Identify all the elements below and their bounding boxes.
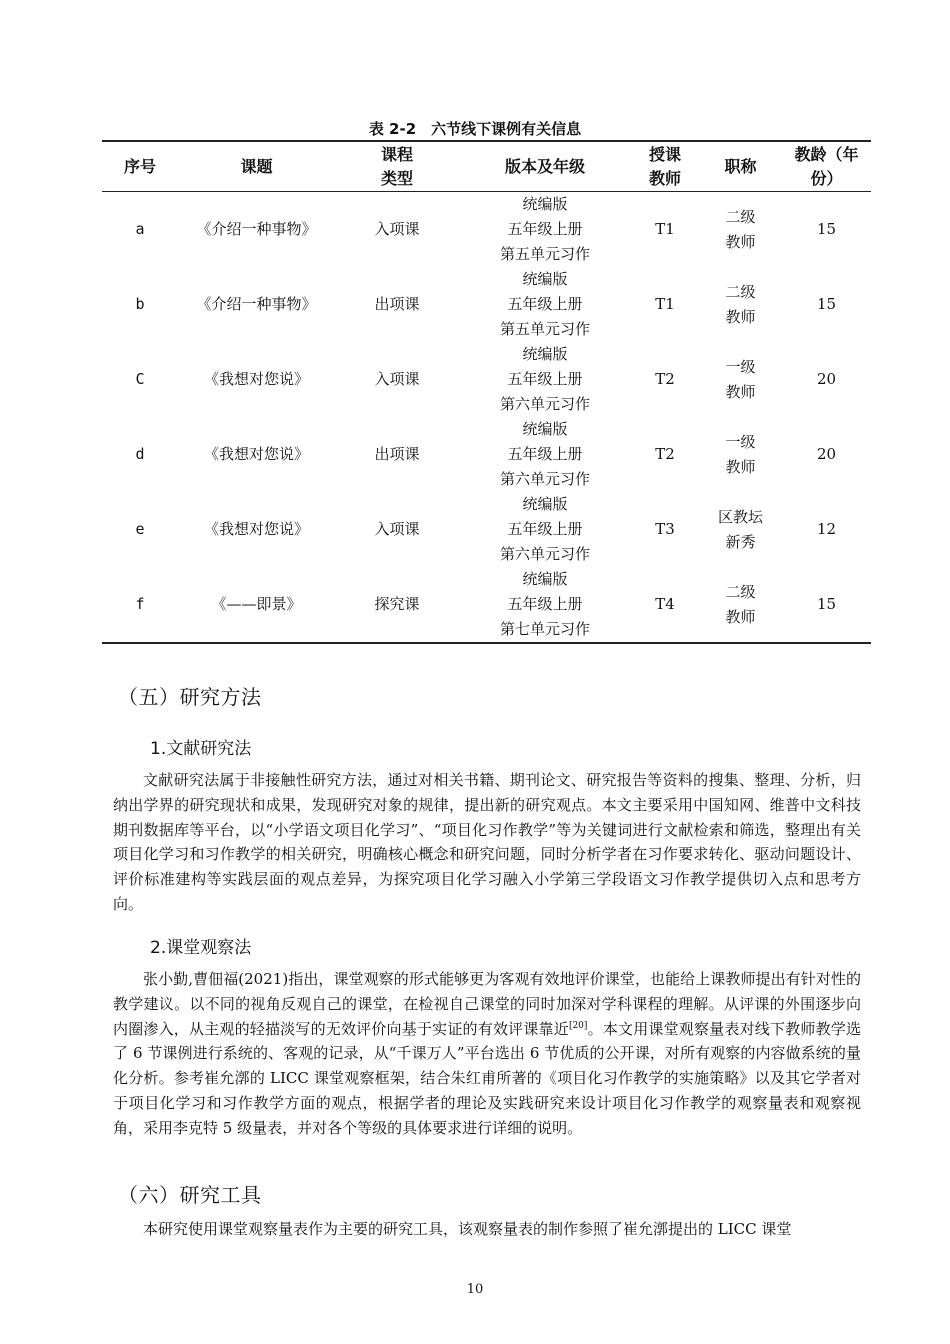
- cell-rank-line: 新秀: [725, 532, 756, 551]
- table-header-row: [102, 141, 871, 192]
- sub-heading-observation: 2.课堂观察法: [150, 938, 252, 958]
- cell-edition-line: 第六单元习作: [499, 545, 590, 563]
- page-number: 10: [466, 1282, 484, 1297]
- cell-years: 15: [816, 220, 837, 238]
- cell-type: 入项课: [374, 220, 420, 238]
- cell-years: 20: [816, 445, 837, 463]
- cell-title: 《——即景》: [211, 595, 302, 613]
- cell-type: 入项课: [374, 520, 420, 538]
- cell-edition-line: 统编版: [522, 345, 568, 363]
- cell-teacher: T3: [655, 520, 675, 538]
- paragraph-observation-part1: 张小勤,曹佃福(2021)指出，课堂观察的形式能够更为客观有效地评价课堂，也能给上课教师提出有针对性的教学建议。以不同的视角反观自己的课堂，在检视自己课堂的同时加深对学科课程的理解。从评课的外围逐步向内圈渗入，从主观的轻描淡写的无效评价向基于实证的有效评课靠近: [113, 970, 861, 1038]
- cell-rank-line: 二级: [725, 207, 756, 226]
- cell-title: 《介绍一种事物》: [196, 295, 317, 313]
- cell-type: 出项课: [374, 445, 420, 463]
- cell-id: b: [135, 295, 145, 313]
- paragraph-tools: 本研究使用课堂观察量表作为主要的研究工具，该观察量表的制作参照了崔允漷提出的 LICC 课堂: [143, 1220, 792, 1238]
- cell-years: 12: [816, 520, 837, 538]
- cell-rank-line: 教师: [725, 307, 756, 326]
- cell-rank: [699, 417, 782, 492]
- cell-edition: [459, 417, 631, 492]
- cell-edition-line: 五年级上册: [507, 370, 583, 388]
- cell-edition-line: 第七单元习作: [499, 620, 590, 638]
- table-row: [102, 342, 871, 417]
- section-heading-tools: （六）研究工具: [118, 1183, 262, 1207]
- cell-id: f: [135, 595, 145, 613]
- table-header-text: 授课: [648, 145, 681, 164]
- cell-edition-line: 第五单元习作: [499, 245, 590, 263]
- cell-title: 《我想对您说》: [203, 370, 309, 388]
- paragraph-observation-part2: 。本文用课堂观察量表对线下教师教学选了 6 节课例进行系统的、客观的记录，从“千课万人”平台选出 6 节优质的公开课，对所有观察的内容做系统的量化分析。参考崔允漷的 LICC 课堂观察框架，结合朱红甫所著的《项目化习作教学的实施策略》以及其它学者对于项目化学习和习作教学方面的观点，根据学者的理论及实践研究来设计项目化习作教学的观察量表和观察视角，采用李克特 5 级量表，并对各个等级的具体要求进行详细的说明。: [113, 1019, 861, 1137]
- table-caption: 表 2-2 六节线下课例有关信息: [368, 120, 582, 138]
- cell-rank-line: 一级: [725, 432, 756, 451]
- cell-id: C: [135, 370, 145, 388]
- table-header-cell: [699, 141, 782, 192]
- table-header-text: 教师: [648, 169, 681, 188]
- cell-rank-line: 教师: [725, 457, 756, 476]
- cell-edition-line: 五年级上册: [507, 595, 583, 613]
- table-header-text: 序号: [123, 157, 156, 176]
- cell-edition-line: 统编版: [522, 270, 568, 288]
- cell-rank-line: 教师: [725, 232, 756, 251]
- cell-rank-line: 二级: [725, 582, 756, 601]
- cell-edition-line: 第五单元习作: [499, 320, 590, 338]
- cell-rank: [699, 567, 782, 643]
- table-row: [102, 192, 871, 268]
- cell-edition-line: 统编版: [522, 420, 568, 438]
- cell-teacher: T1: [655, 220, 675, 238]
- section-heading-methods: （五）研究方法: [118, 685, 262, 709]
- cell-id: e: [135, 520, 145, 538]
- lessons-table: [102, 140, 871, 644]
- paragraph-literature: 文献研究法属于非接触性研究方法，通过对相关书籍、期刊论文、研究报告等资料的搜集、整理、分析，归纳出学界的研究现状和成果，发现研究对象的规律，提出新的研究观点。本文主要采用中国知网、维普中文科技期刊数据库等平台，以“小学语文项目化学习”、“项目化习作教学”等为关键词进行文献检索和筛选，整理出有关项目化学习和习作教学的相关研究，明确核心概念和研究问题，同时分析学者在习作要求转化、驱动问题设计、评价标准建构等实践层面的观点差异，为探究项目化学习融入小学第三学段语文习作教学提供切入点和思考方向。: [113, 771, 861, 913]
- cell-rank-line: 二级: [725, 282, 756, 301]
- cell-edition-line: 统编版: [522, 495, 568, 513]
- table-header-cell: [102, 141, 178, 192]
- cell-edition-line: 五年级上册: [507, 520, 583, 538]
- table-header-cell: [178, 141, 335, 192]
- cell-title: 《我想对您说》: [203, 445, 309, 463]
- table-header-text: 版本及年级: [504, 157, 585, 176]
- table-row: [102, 267, 871, 342]
- cell-edition: [459, 567, 631, 643]
- cell-teacher: T2: [655, 445, 675, 463]
- cell-edition-line: 五年级上册: [507, 295, 583, 313]
- cell-rank-line: 教师: [725, 607, 756, 626]
- cell-rank-line: 教师: [725, 382, 756, 401]
- table-header-cell: [631, 141, 699, 192]
- cell-rank: [699, 342, 782, 417]
- table-header-text: 类型: [380, 169, 413, 188]
- cell-title: 《我想对您说》: [203, 520, 309, 538]
- cell-edition: [459, 267, 631, 342]
- table-header-cell: [782, 141, 871, 192]
- table-row: [102, 417, 871, 492]
- cell-type: 探究课: [374, 595, 420, 613]
- table-row: [102, 567, 871, 643]
- cell-edition: [459, 342, 631, 417]
- cell-edition-line: 统编版: [522, 195, 568, 213]
- cell-edition-line: 五年级上册: [507, 220, 583, 238]
- table-header-cell: [459, 141, 631, 192]
- sub-heading-literature: 1.文献研究法: [150, 739, 252, 759]
- table-header-cell: [335, 141, 459, 192]
- table-header-text: 职称: [724, 157, 757, 176]
- table-header-text: 教龄（年: [794, 145, 859, 164]
- paragraph-observation: [113, 967, 861, 1141]
- table-header-text: 课程: [380, 145, 413, 164]
- cell-edition: [459, 492, 631, 567]
- cell-id: a: [135, 220, 145, 238]
- table-header-text: 课题: [240, 157, 273, 176]
- cell-id: d: [135, 445, 145, 463]
- cell-rank-line: 区教坛: [717, 507, 763, 526]
- cell-years: 15: [816, 595, 837, 613]
- cell-edition: [459, 192, 631, 268]
- cell-rank-line: 一级: [725, 357, 756, 376]
- table-header-text: 份）: [810, 169, 843, 188]
- cell-edition-line: 第六单元习作: [499, 470, 590, 488]
- table-row: [102, 492, 871, 567]
- cell-teacher: T2: [655, 370, 675, 388]
- cell-edition-line: 第六单元习作: [499, 395, 590, 413]
- cell-teacher: T4: [655, 595, 675, 613]
- citation-ref: [20]: [568, 1020, 588, 1031]
- cell-years: 20: [816, 370, 837, 388]
- cell-rank: [699, 192, 782, 268]
- cell-rank: [699, 492, 782, 567]
- cell-years: 15: [816, 295, 837, 313]
- cell-title: 《介绍一种事物》: [196, 220, 317, 238]
- cell-teacher: T1: [655, 295, 675, 313]
- cell-rank: [699, 267, 782, 342]
- cell-edition-line: 统编版: [522, 570, 568, 588]
- table-body: [102, 192, 871, 644]
- cell-type: 出项课: [374, 295, 420, 313]
- cell-edition-line: 五年级上册: [507, 445, 583, 463]
- cell-type: 入项课: [374, 370, 420, 388]
